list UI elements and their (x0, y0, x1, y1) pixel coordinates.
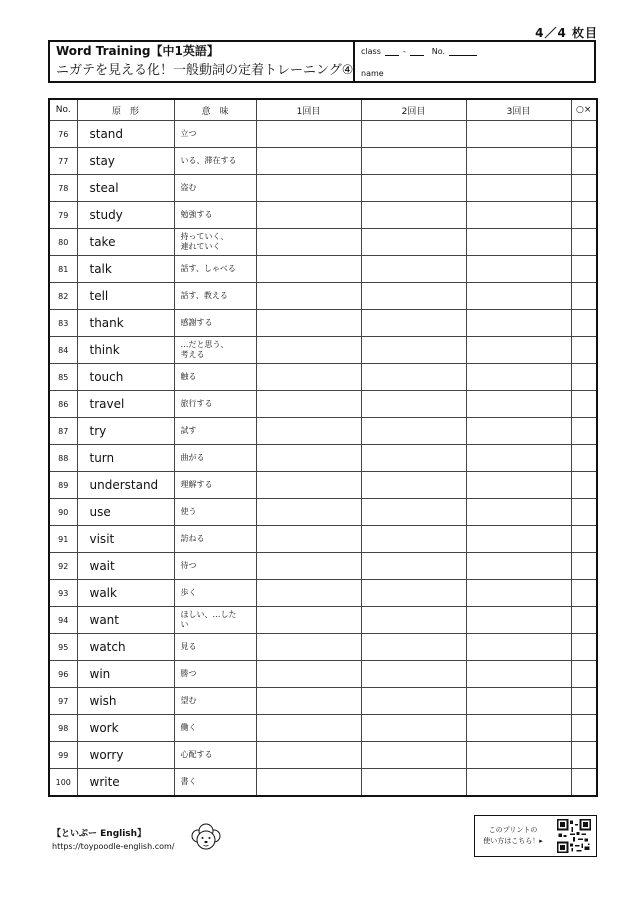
site-url-link[interactable]: https://toypoodle-english.com/ (52, 842, 175, 851)
word-number: 81 (49, 256, 77, 283)
word-number: 94 (49, 607, 77, 634)
meaning: 理解する (174, 472, 256, 499)
base-form: write (77, 769, 174, 797)
answer-cell-3[interactable] (466, 715, 571, 742)
page-count: 4／4 枚目 (535, 26, 598, 40)
table-row (49, 256, 597, 283)
word-number: 87 (49, 418, 77, 445)
meaning: 触る (174, 364, 256, 391)
table-row (49, 391, 597, 418)
answer-cell-3[interactable] (466, 256, 571, 283)
check-cell[interactable] (571, 256, 597, 283)
answer-cell-1[interactable] (256, 283, 361, 310)
answer-cell-3[interactable] (466, 769, 571, 797)
meaning: 勉強する (174, 202, 256, 229)
footer-brand (52, 826, 175, 851)
answer-cell-1[interactable] (256, 310, 361, 337)
meaning: 持っていく、 連れていく (174, 229, 256, 256)
base-form: take (77, 229, 174, 256)
header-title-area (50, 42, 355, 81)
answer-cell-2[interactable] (361, 202, 466, 229)
meaning: 盗む (174, 175, 256, 202)
meaning: 働く (174, 715, 256, 742)
base-form: stay (77, 148, 174, 175)
check-cell[interactable] (571, 472, 597, 499)
check-cell[interactable] (571, 688, 597, 715)
table-row (49, 445, 597, 472)
table-row (49, 580, 597, 607)
answer-cell-2[interactable] (361, 688, 466, 715)
answer-cell-1[interactable] (256, 148, 361, 175)
word-number: 80 (49, 229, 77, 256)
check-cell[interactable] (571, 661, 597, 688)
answer-cell-1[interactable] (256, 229, 361, 256)
base-form: talk (77, 256, 174, 283)
qr-code-icon[interactable] (557, 819, 591, 853)
table-row (49, 634, 597, 661)
table-row (49, 769, 597, 797)
answer-cell-2[interactable] (361, 229, 466, 256)
base-form: steal (77, 175, 174, 202)
answer-cell-2[interactable] (361, 661, 466, 688)
answer-cell-2[interactable] (361, 391, 466, 418)
word-number: 78 (49, 175, 77, 202)
answer-cell-3[interactable] (466, 418, 571, 445)
worksheet-header (48, 40, 596, 83)
check-cell[interactable] (571, 418, 597, 445)
answer-cell-3[interactable] (466, 202, 571, 229)
base-form: visit (77, 526, 174, 553)
class-separator: - (402, 47, 406, 56)
how-to-use-link[interactable] (474, 815, 597, 857)
check-cell[interactable] (571, 310, 597, 337)
word-number: 86 (49, 391, 77, 418)
check-cell[interactable] (571, 553, 597, 580)
table-header-row (49, 99, 597, 121)
meaning: 訪ねる (174, 526, 256, 553)
student-info-area (355, 42, 594, 81)
answer-cell-1[interactable] (256, 337, 361, 364)
answer-cell-1[interactable] (256, 121, 361, 148)
answer-cell-3[interactable] (466, 634, 571, 661)
answer-cell-2[interactable] (361, 553, 466, 580)
word-number: 100 (49, 769, 77, 797)
answer-cell-1[interactable] (256, 688, 361, 715)
check-cell[interactable] (571, 445, 597, 472)
answer-cell-2[interactable] (361, 526, 466, 553)
base-form: touch (77, 364, 174, 391)
check-cell[interactable] (571, 283, 597, 310)
table-row (49, 742, 597, 769)
answer-cell-3[interactable] (466, 283, 571, 310)
class-grade-field[interactable] (385, 46, 399, 56)
word-table (48, 98, 598, 797)
base-form: understand (77, 472, 174, 499)
word-number: 95 (49, 634, 77, 661)
answer-cell-2[interactable] (361, 715, 466, 742)
answer-cell-2[interactable] (361, 364, 466, 391)
answer-cell-2[interactable] (361, 445, 466, 472)
base-form: tell (77, 283, 174, 310)
col-header-base-form: 原 形 (77, 99, 174, 121)
worksheet-subtitle: ニガテを見える化！一般動詞の定着トレーニング④ (56, 63, 354, 78)
answer-cell-1[interactable] (256, 364, 361, 391)
answer-cell-1[interactable] (256, 391, 361, 418)
answer-cell-3[interactable] (466, 661, 571, 688)
word-number: 89 (49, 472, 77, 499)
how-to-use-text: このプリントの 使い方はこちら！▸ (483, 826, 543, 845)
base-form: thank (77, 310, 174, 337)
answer-cell-3[interactable] (466, 229, 571, 256)
name-label: name (361, 69, 384, 78)
base-form: stand (77, 121, 174, 148)
answer-cell-1[interactable] (256, 256, 361, 283)
brand-name: 【といぷー English】 (52, 829, 147, 839)
answer-cell-2[interactable] (361, 175, 466, 202)
word-number: 91 (49, 526, 77, 553)
answer-cell-2[interactable] (361, 472, 466, 499)
check-cell[interactable] (571, 607, 597, 634)
table-row (49, 202, 597, 229)
answer-cell-2[interactable] (361, 580, 466, 607)
check-cell[interactable] (571, 715, 597, 742)
answer-cell-2[interactable] (361, 499, 466, 526)
base-form: wish (77, 688, 174, 715)
meaning: 曲がる (174, 445, 256, 472)
answer-cell-2[interactable] (361, 742, 466, 769)
table-row (49, 148, 597, 175)
answer-cell-2[interactable] (361, 283, 466, 310)
answer-cell-3[interactable] (466, 337, 571, 364)
answer-cell-2[interactable] (361, 121, 466, 148)
meaning: 見る (174, 634, 256, 661)
base-form: travel (77, 391, 174, 418)
word-number: 83 (49, 310, 77, 337)
base-form: use (77, 499, 174, 526)
check-cell[interactable] (571, 499, 597, 526)
table-row (49, 364, 597, 391)
answer-cell-1[interactable] (256, 472, 361, 499)
word-number: 77 (49, 148, 77, 175)
answer-cell-1[interactable] (256, 715, 361, 742)
col-header-meaning: 意 味 (174, 99, 256, 121)
answer-cell-3[interactable] (466, 526, 571, 553)
meaning: 旅行する (174, 391, 256, 418)
base-form: turn (77, 445, 174, 472)
answer-cell-2[interactable] (361, 310, 466, 337)
table-row (49, 472, 597, 499)
answer-cell-1[interactable] (256, 499, 361, 526)
meaning: いる、滞在する (174, 148, 256, 175)
check-cell[interactable] (571, 580, 597, 607)
answer-cell-2[interactable] (361, 418, 466, 445)
answer-cell-3[interactable] (466, 472, 571, 499)
word-number: 97 (49, 688, 77, 715)
answer-cell-1[interactable] (256, 661, 361, 688)
check-cell[interactable] (571, 742, 597, 769)
answer-cell-3[interactable] (466, 121, 571, 148)
check-cell[interactable] (571, 391, 597, 418)
worksheet-title: Word Training【中1英語】 (56, 44, 219, 58)
word-number: 88 (49, 445, 77, 472)
answer-cell-2[interactable] (361, 769, 466, 797)
meaning: …だと思う、 考える (174, 337, 256, 364)
answer-cell-3[interactable] (466, 445, 571, 472)
check-cell[interactable] (571, 148, 597, 175)
table-row (49, 688, 597, 715)
answer-cell-3[interactable] (466, 148, 571, 175)
col-header-no: No. (49, 99, 77, 121)
meaning: 心配する (174, 742, 256, 769)
word-number: 92 (49, 553, 77, 580)
meaning: 歩く (174, 580, 256, 607)
meaning: 書く (174, 769, 256, 797)
check-cell[interactable] (571, 202, 597, 229)
answer-cell-1[interactable] (256, 580, 361, 607)
answer-cell-1[interactable] (256, 526, 361, 553)
word-number: 93 (49, 580, 77, 607)
class-group-field[interactable] (410, 46, 424, 56)
check-cell[interactable] (571, 364, 597, 391)
base-form: want (77, 607, 174, 634)
check-cell[interactable] (571, 526, 597, 553)
word-number: 84 (49, 337, 77, 364)
table-row (49, 607, 597, 634)
table-row (49, 337, 597, 364)
answer-cell-3[interactable] (466, 742, 571, 769)
base-form: worry (77, 742, 174, 769)
answer-cell-2[interactable] (361, 148, 466, 175)
meaning: 立つ (174, 121, 256, 148)
answer-cell-3[interactable] (466, 607, 571, 634)
base-form: think (77, 337, 174, 364)
table-row (49, 283, 597, 310)
check-cell[interactable] (571, 175, 597, 202)
answer-cell-3[interactable] (466, 391, 571, 418)
word-number: 85 (49, 364, 77, 391)
answer-cell-3[interactable] (466, 175, 571, 202)
answer-cell-1[interactable] (256, 418, 361, 445)
answer-cell-1[interactable] (256, 742, 361, 769)
table-row (49, 499, 597, 526)
answer-cell-2[interactable] (361, 634, 466, 661)
answer-cell-1[interactable] (256, 202, 361, 229)
meaning: 話す、教える (174, 283, 256, 310)
check-cell[interactable] (571, 634, 597, 661)
answer-cell-2[interactable] (361, 256, 466, 283)
base-form: study (77, 202, 174, 229)
check-cell[interactable] (571, 121, 597, 148)
base-form: watch (77, 634, 174, 661)
word-number: 76 (49, 121, 77, 148)
meaning: 試す (174, 418, 256, 445)
base-form: work (77, 715, 174, 742)
table-row (49, 526, 597, 553)
answer-cell-3[interactable] (466, 688, 571, 715)
col-header-attempt-3: 3回目 (466, 99, 571, 121)
base-form: win (77, 661, 174, 688)
answer-cell-3[interactable] (466, 310, 571, 337)
meaning: 使う (174, 499, 256, 526)
class-label: class (361, 47, 381, 56)
col-header-attempt-1: 1回目 (256, 99, 361, 121)
answer-cell-2[interactable] (361, 607, 466, 634)
word-number: 82 (49, 283, 77, 310)
meaning: 望む (174, 688, 256, 715)
col-header-attempt-2: 2回目 (361, 99, 466, 121)
table-row (49, 661, 597, 688)
table-row (49, 310, 597, 337)
answer-cell-1[interactable] (256, 769, 361, 797)
base-form: try (77, 418, 174, 445)
word-number: 98 (49, 715, 77, 742)
meaning: ほしい、…した い (174, 607, 256, 634)
answer-cell-3[interactable] (466, 499, 571, 526)
table-row (49, 121, 597, 148)
word-number: 90 (49, 499, 77, 526)
answer-cell-3[interactable] (466, 580, 571, 607)
table-row (49, 229, 597, 256)
table-row (49, 553, 597, 580)
word-number: 79 (49, 202, 77, 229)
base-form: walk (77, 580, 174, 607)
meaning: 話す、しゃべる (174, 256, 256, 283)
word-number: 96 (49, 661, 77, 688)
check-cell[interactable] (571, 337, 597, 364)
base-form: wait (77, 553, 174, 580)
check-cell[interactable] (571, 229, 597, 256)
student-number-field[interactable] (449, 46, 477, 56)
table-row (49, 418, 597, 445)
answer-cell-3[interactable] (466, 553, 571, 580)
answer-cell-1[interactable] (256, 175, 361, 202)
table-row (49, 715, 597, 742)
word-number: 99 (49, 742, 77, 769)
meaning: 感謝する (174, 310, 256, 337)
answer-cell-1[interactable] (256, 607, 361, 634)
table-row (49, 175, 597, 202)
meaning: 勝つ (174, 661, 256, 688)
col-header-check: ○× (571, 99, 597, 121)
answer-cell-1[interactable] (256, 553, 361, 580)
meaning: 待つ (174, 553, 256, 580)
answer-cell-3[interactable] (466, 364, 571, 391)
poodle-logo-icon (186, 820, 226, 854)
number-label: No. (431, 47, 446, 56)
answer-cell-2[interactable] (361, 337, 466, 364)
answer-cell-1[interactable] (256, 445, 361, 472)
answer-cell-1[interactable] (256, 634, 361, 661)
check-cell[interactable] (571, 769, 597, 797)
